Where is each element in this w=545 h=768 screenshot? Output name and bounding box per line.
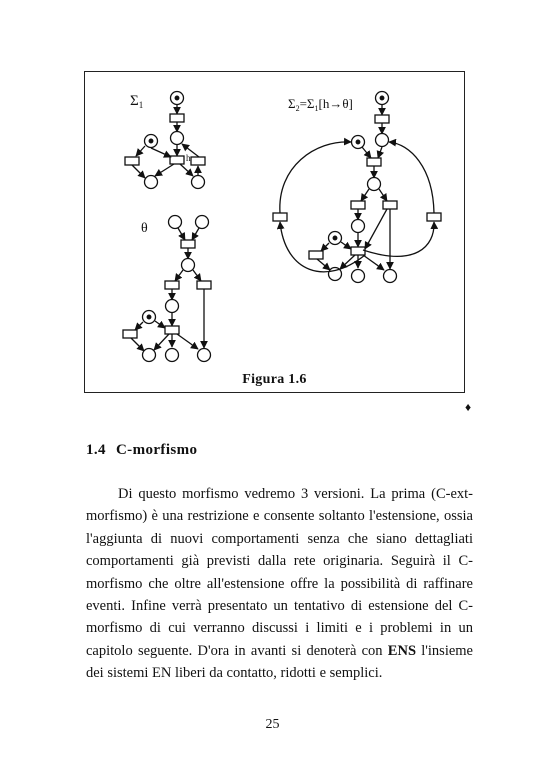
transition — [273, 213, 287, 221]
token — [356, 140, 360, 144]
place — [166, 349, 179, 362]
transition — [375, 115, 389, 123]
net-sigma2 — [273, 92, 441, 283]
net-theta — [123, 216, 211, 362]
theta-label: θ — [141, 221, 148, 236]
place — [368, 178, 381, 191]
transition — [351, 247, 365, 255]
h-label: h — [186, 153, 191, 163]
end-marker: ♦ — [465, 400, 472, 414]
transition — [123, 330, 137, 338]
transition — [383, 201, 397, 209]
place — [376, 134, 389, 147]
figure-frame — [84, 71, 465, 393]
transition — [351, 201, 365, 209]
place — [171, 132, 184, 145]
place — [384, 270, 397, 283]
place — [166, 300, 179, 313]
paragraph-bold-term: ENS — [387, 642, 417, 659]
token — [149, 139, 153, 143]
page-number: 25 — [265, 717, 280, 732]
token — [333, 236, 337, 240]
place — [145, 176, 158, 189]
transition — [125, 157, 139, 165]
transition — [170, 114, 184, 122]
token — [380, 96, 384, 100]
transition — [191, 157, 205, 165]
transition — [165, 326, 179, 334]
body-paragraph — [86, 483, 473, 685]
figure-caption: Figura 1.6 — [242, 372, 307, 387]
paragraph-text-1: Di questo morfismo vedremo 3 versioni. La prima (C-ext-morfismo) è una restrizione e consente soltanto l'estensione, ossia l'aggiunta di nuovi comportamenti senza che siano dettagliati comportamenti già previsti dalla rete originaria. Seguirà il C-morfismo che oltre all'estensione offre la possibilità di raffinare eventi. Infine verrà presentato un tentativo di estensione del C-morfismo di cui verranno discussi i limiti e i problemi in un capitolo seguente. D'ora in avanti si denoterà con — [86, 486, 473, 659]
paragraph-text-2: l'insieme dei sistemi EN liberi da contatto, ridotti e semplici. — [86, 642, 473, 682]
place — [143, 349, 156, 362]
transition — [165, 281, 179, 289]
petri-net-figure — [85, 72, 463, 372]
place — [196, 216, 209, 229]
place — [169, 216, 182, 229]
place — [182, 259, 195, 272]
place — [198, 349, 211, 362]
token — [175, 96, 179, 100]
place — [352, 220, 365, 233]
transition — [181, 240, 195, 248]
place — [352, 270, 365, 283]
place — [192, 176, 205, 189]
transition — [197, 281, 211, 289]
transition — [309, 251, 323, 259]
section-number: 1.4 — [86, 442, 106, 458]
section-title: C-morfismo — [115, 442, 198, 458]
sigma1-label: $\Sigma_1$ — [130, 93, 144, 110]
transition — [427, 213, 441, 221]
section-heading — [86, 442, 197, 459]
token — [147, 315, 151, 319]
sigma2-label: $\Sigma_2=\Sigma_1[h\to\theta]$ — [288, 96, 353, 113]
transition — [367, 158, 381, 166]
transition-h — [170, 156, 184, 164]
